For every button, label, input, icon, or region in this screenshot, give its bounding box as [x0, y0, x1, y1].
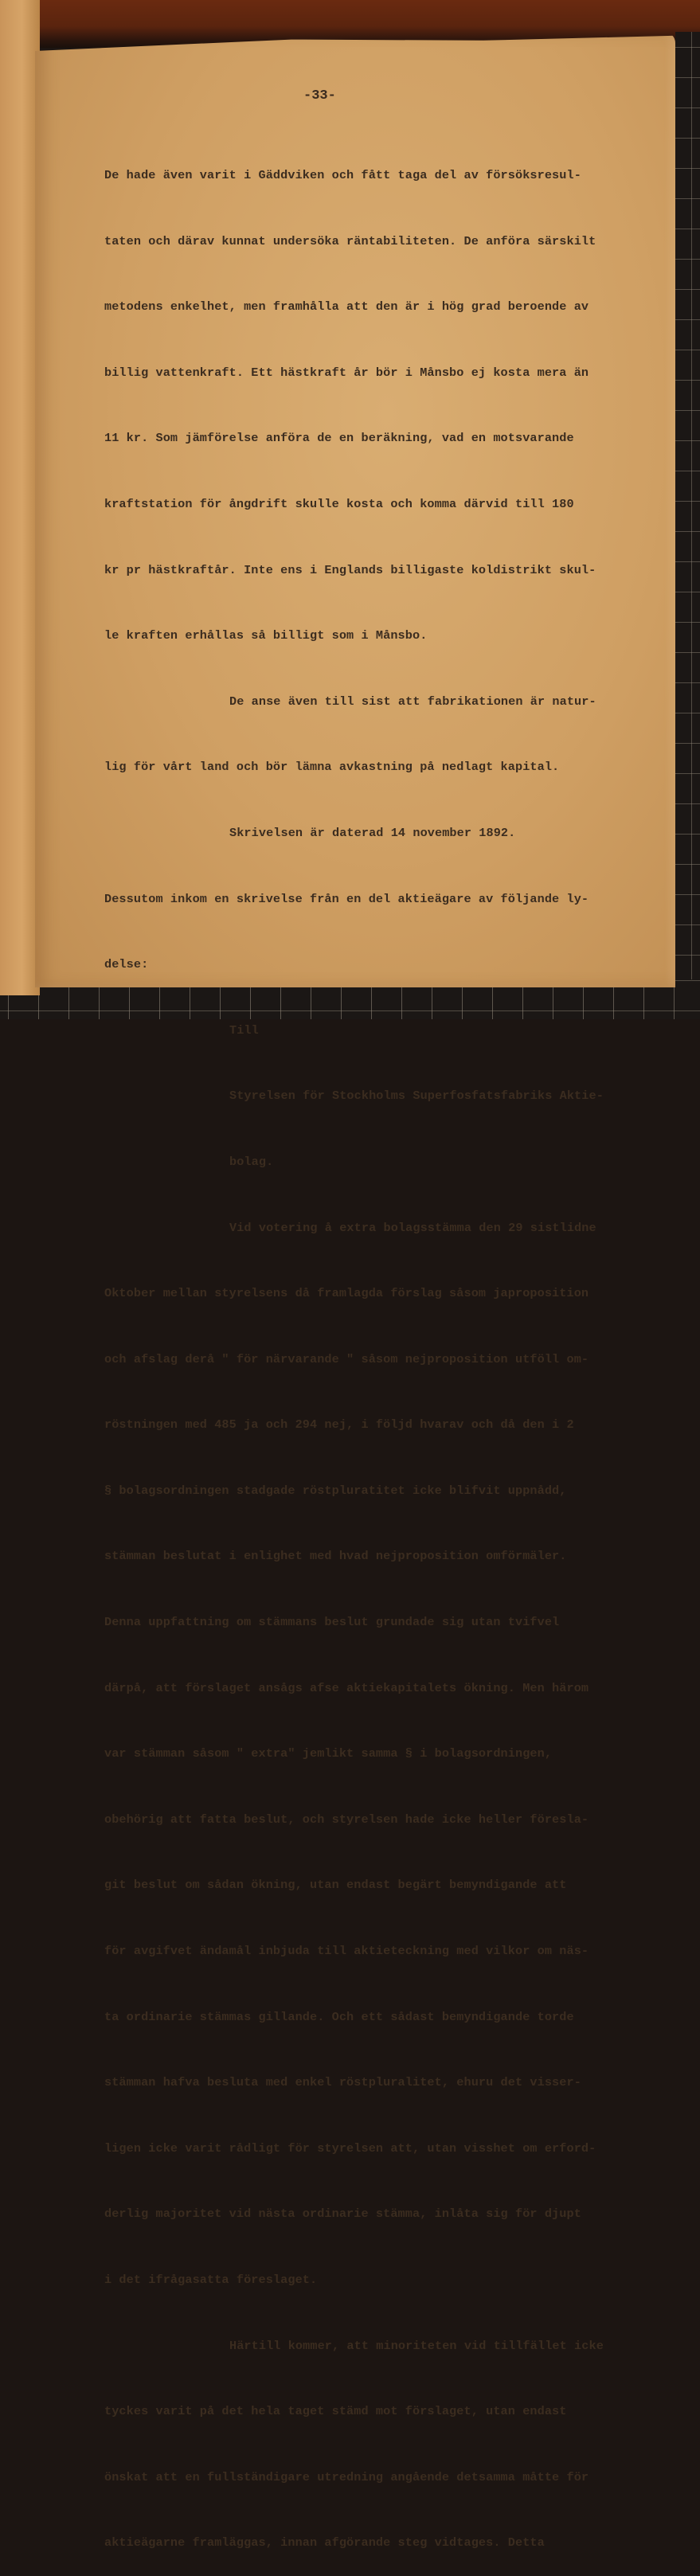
text-line: taten och därav kunnat undersöka räntabiliteten. De anföra särskilt	[104, 233, 596, 248]
text-line-indented: De anse även till sist att fabrikationen är natur-	[229, 694, 596, 709]
letter-addressee: Styrelsen för Stockholms Superfosfatsfabriks Aktie-	[229, 1089, 604, 1104]
text-line: De hade även varit i Gäddviken och fått taga del av försöksresul-	[104, 168, 581, 182]
text-line: ta ordinarie stämmas gillande. Och ett sådast bemyndigande torde	[104, 2009, 574, 2024]
text-line: stämman beslutat i enlighet med hvad nejproposition omförmäler.	[104, 1549, 567, 1564]
text-line: § bolagsordningen stadgade röstpluratitet icke blifvit uppnådd,	[104, 1483, 567, 1498]
text-line: lig för vårt land och bör lämna avkastning på nedlagt kapital.	[104, 760, 560, 775]
text-line: röstningen med 485 ja och 294 nej, i följd hvarav och då den i 2	[104, 1417, 574, 1433]
text-line: kraftstation för ångdrift skulle kosta och komma därvid till 180	[104, 496, 574, 511]
text-line: kr pr hästkraftår. Inte ens i Englands billigaste koldistrikt skul-	[104, 562, 596, 577]
text-line: 11 kr. Som jämförelse anföra de en beräkning, vad en motsvarande	[104, 431, 574, 446]
letter-addressee: bolag.	[229, 1154, 274, 1169]
text-line: i det ifrågasatta föreslaget.	[104, 2273, 318, 2287]
text-line: obehörig att fatta beslut, och styrelsen hade icke heller föresla-	[104, 1812, 589, 1827]
cutting-mat-right	[675, 32, 700, 987]
text-line: önskat att en fullständigare utredning angående detsamma måtte för	[104, 2469, 589, 2484]
text-line: ligen icke varit rådligt för styrelsen att, utan visshet om erford-	[104, 2140, 596, 2156]
document-body	[104, 121, 678, 2576]
text-line: och afslag derå " för närvarande " såsom nejproposition utföll om-	[104, 1351, 589, 1366]
text-line-indented: Skrivelsen är daterad 14 november 1892.	[229, 825, 516, 840]
left-facing-page-edge	[0, 0, 40, 995]
text-line: Denna uppfattning om stämmans beslut grundade sig utan tvifvel	[104, 1615, 560, 1630]
text-line-indented: Vid votering å extra bolagsstämma den 29 sistlidne	[229, 1220, 596, 1235]
text-line-indented: Härtill kommer, att minoriteten vid tillfället icke	[229, 2338, 604, 2353]
text-line: billig vattenkraft. Ett hästkraft år bör i Månsbo ej kosta mera än	[104, 365, 589, 380]
text-line: för avgifvet ändamål inbjuda till aktieteckning med vilkor om näs-	[104, 1944, 589, 1959]
text-line: var stämman såsom " extra" jemlikt samma § i bolagsordningen,	[104, 1746, 553, 1761]
letter-salutation: Till	[229, 1022, 259, 1038]
text-line: git beslut om sådan ökning, utan endast begärt bemyndigande att	[104, 1878, 567, 1893]
text-line: delse:	[104, 957, 149, 972]
text-line: stämman hafva besluta med enkel röstpluralitet, ehuru det visser-	[104, 2075, 581, 2090]
text-line: tyckes varit på det hela taget stämd mot förslaget, utan endast	[104, 2404, 567, 2419]
text-line: le kraften erhållas så billigt som i Månsbo.	[104, 628, 428, 643]
text-line: därpå, att förslaget ansågs afse aktiekapitalets ökning. Men härom	[104, 1680, 589, 1695]
page-number: -33-	[303, 88, 336, 104]
text-line: Oktober mellan styrelsens då framlagda förslag såsom japroposition	[104, 1286, 589, 1301]
text-line: derlig majoritet vid nästa ordinarie stämma, inlåta sig för djupt	[104, 2207, 581, 2222]
text-line: aktieägarne framläggas, innan afgörande steg vidtages. Detta	[104, 2535, 545, 2551]
text-line: metodens enkelhet, men framhålla att den är i hög grad beroende av	[104, 299, 589, 315]
text-line: Dessutom inkom en skrivelse från en del aktieägare av följande ly-	[104, 891, 589, 906]
